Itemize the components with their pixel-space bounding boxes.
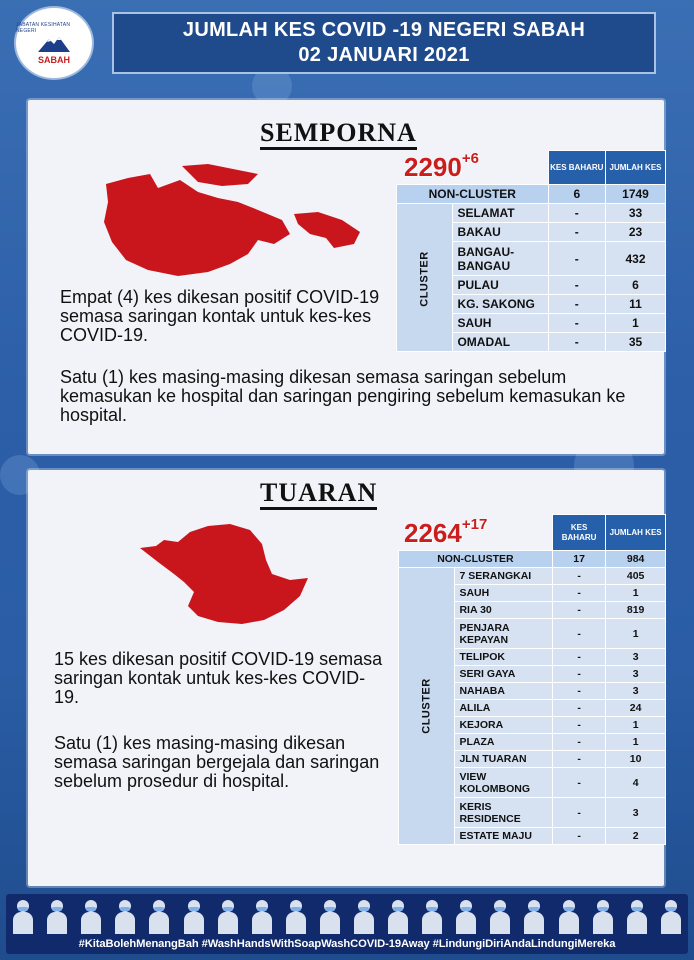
mountain-logo-icon <box>37 34 71 54</box>
row-total: 10 <box>606 751 666 768</box>
logo-word: SABAH <box>37 54 70 65</box>
row-new: - <box>552 717 605 734</box>
tuaran-table <box>398 514 666 845</box>
row-total: 984 <box>606 551 666 568</box>
row-total: 3 <box>606 666 666 683</box>
frontliners-illustration <box>6 896 688 934</box>
district-title: TUARAN <box>260 480 377 510</box>
row-total: 1 <box>606 314 666 333</box>
person-icon <box>626 900 648 934</box>
row-new: - <box>548 242 605 276</box>
person-icon <box>592 900 614 934</box>
row-new: 6 <box>548 185 605 204</box>
tuaran-text-b: Satu (1) kes masing-masing dikesan semasa saringan bergejala dan saringan sebelum prosedur di hospital. <box>54 733 380 791</box>
row-total: 2 <box>606 828 666 845</box>
row-total: 3 <box>606 683 666 700</box>
header-total: JUMLAH KES <box>606 515 666 551</box>
row-total: 1 <box>606 585 666 602</box>
header-total: JUMLAH KES <box>606 151 666 185</box>
tuaran-map <box>138 522 318 626</box>
row-label: TELIPOK <box>455 649 552 666</box>
table-row <box>399 551 666 568</box>
page-date: 02 JANUARI 2021 <box>298 44 470 66</box>
total-count: 2264 <box>404 518 462 548</box>
row-new: - <box>552 700 605 717</box>
person-icon <box>319 900 341 934</box>
row-new: - <box>552 751 605 768</box>
table-row <box>399 568 666 585</box>
row-label: OMADAL <box>453 333 548 352</box>
person-icon <box>421 900 443 934</box>
row-total: 6 <box>606 276 666 295</box>
person-icon <box>148 900 170 934</box>
logo-top-text: JABATAN KESIHATAN NEGERI <box>16 21 71 34</box>
cluster-label: CLUSTER <box>399 568 455 845</box>
person-icon <box>183 900 205 934</box>
row-total: 3 <box>606 798 666 828</box>
row-new: - <box>552 734 605 751</box>
person-icon <box>251 900 273 934</box>
row-new: - <box>552 568 605 585</box>
row-total: 33 <box>606 204 666 223</box>
row-new: - <box>552 666 605 683</box>
row-new: - <box>548 204 605 223</box>
person-icon <box>46 900 68 934</box>
row-label: 7 SERANGKAI <box>455 568 552 585</box>
row-total: 23 <box>606 223 666 242</box>
row-label: KEJORA <box>455 717 552 734</box>
semporna-table <box>396 150 666 352</box>
row-total: 1749 <box>606 185 666 204</box>
row-new: - <box>552 768 605 798</box>
row-new: - <box>548 223 605 242</box>
semporna-text-b: Satu (1) kes masing-masing dikesan semasa saringan sebelum kemasukan ke hospital dan saringan pengiring sebelum kemasukan ke hospital. <box>60 367 626 425</box>
row-total: 405 <box>606 568 666 585</box>
row-label: PLAZA <box>455 734 552 751</box>
person-icon <box>285 900 307 934</box>
row-label: ESTATE MAJU <box>455 828 552 845</box>
person-icon <box>387 900 409 934</box>
row-total: 24 <box>606 700 666 717</box>
row-label: SELAMAT <box>453 204 548 223</box>
row-new: - <box>552 683 605 700</box>
footer-banner <box>6 894 688 954</box>
row-total: 432 <box>606 242 666 276</box>
person-icon <box>523 900 545 934</box>
row-label: PULAU <box>453 276 548 295</box>
row-total: 11 <box>606 295 666 314</box>
person-icon <box>455 900 477 934</box>
row-label: PENJARA KEPAYAN <box>455 619 552 649</box>
row-label: BAKAU <box>453 223 548 242</box>
row-label: NAHABA <box>455 683 552 700</box>
row-total: 4 <box>606 768 666 798</box>
row-label: NON-CLUSTER <box>399 551 553 568</box>
page-header <box>112 12 656 74</box>
table-row <box>397 185 666 204</box>
semporna-panel <box>28 100 664 454</box>
row-label: SAUH <box>453 314 548 333</box>
sabah-health-logo <box>14 6 94 80</box>
row-label: NON-CLUSTER <box>397 185 549 204</box>
person-icon <box>80 900 102 934</box>
row-label: BANGAU-BANGAU <box>453 242 548 276</box>
row-new: - <box>548 333 605 352</box>
person-icon <box>217 900 239 934</box>
row-total: 1 <box>606 619 666 649</box>
header-new: KES BAHARU <box>552 515 605 551</box>
tuaran-text-a: 15 kes dikesan positif COVID-19 semasa saringan kontak untuk kes-kes COVID-19. <box>54 649 383 707</box>
row-new: - <box>552 649 605 666</box>
tuaran-panel <box>28 470 664 886</box>
semporna-text-a: Empat (4) kes dikesan positif COVID-19 semasa saringan kontak untuk kes-kes COVID-19. <box>60 287 380 345</box>
row-label: JLN TUARAN <box>455 751 552 768</box>
row-new: - <box>552 798 605 828</box>
row-label: KG. SAKONG <box>453 295 548 314</box>
total-count: 2290 <box>404 152 462 182</box>
person-icon <box>558 900 580 934</box>
person-icon <box>353 900 375 934</box>
row-new: - <box>548 314 605 333</box>
row-label: RIA 30 <box>455 602 552 619</box>
row-label: SAUH <box>455 585 552 602</box>
row-label: ALILA <box>455 700 552 717</box>
row-label: VIEW KOLOMBONG <box>455 768 552 798</box>
row-new: - <box>552 602 605 619</box>
row-total: 3 <box>606 649 666 666</box>
new-count: +17 <box>461 516 488 533</box>
person-icon <box>114 900 136 934</box>
row-new: - <box>552 619 605 649</box>
row-new: - <box>548 295 605 314</box>
table-row <box>397 204 666 223</box>
district-title: SEMPORNA <box>260 120 417 150</box>
person-icon <box>660 900 682 934</box>
row-total: 1 <box>606 717 666 734</box>
header-new: KES BAHARU <box>548 151 605 185</box>
row-total: 819 <box>606 602 666 619</box>
person-icon <box>12 900 34 934</box>
row-new: - <box>552 585 605 602</box>
row-new: - <box>552 828 605 845</box>
row-new: - <box>548 276 605 295</box>
page-title: JUMLAH KES COVID -19 NEGERI SABAH <box>182 19 586 41</box>
semporna-map <box>98 162 394 280</box>
person-icon <box>489 900 511 934</box>
row-label: KERIS RESIDENCE <box>455 798 552 828</box>
hashtags: #KitaBolehMenangBah #WashHandsWithSoapWashCOVID-19Away #LindungiDiriAndaLindungiMereka <box>78 938 616 950</box>
row-label: SERI GAYA <box>455 666 552 683</box>
row-total: 1 <box>606 734 666 751</box>
row-total: 35 <box>606 333 666 352</box>
row-new: 17 <box>552 551 605 568</box>
new-count: +6 <box>461 150 479 167</box>
cluster-label: CLUSTER <box>397 204 453 352</box>
